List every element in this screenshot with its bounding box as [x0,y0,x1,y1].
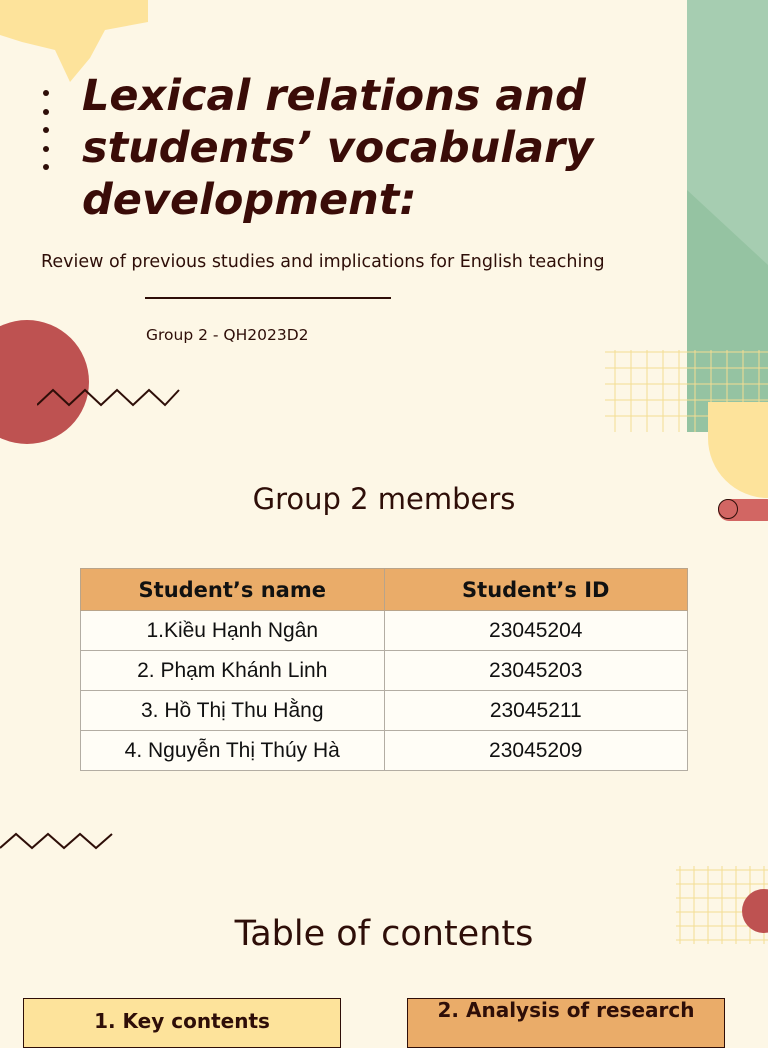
student-name: 3. Hồ Thị Thu Hằng [81,691,385,731]
table-row [81,611,688,651]
student-id: 23045209 [384,731,688,771]
members-heading: Group 2 members [252,482,516,516]
student-name: 2. Phạm Khánh Linh [81,651,385,691]
divider [145,297,391,299]
student-id: 23045203 [384,651,688,691]
table-row [81,651,688,691]
student-id: 23045211 [384,691,688,731]
student-name: 4. Nguyễn Thị Thúy Hà [81,731,385,771]
column-header-id: Student’s ID [384,569,688,611]
toc-item-key-contents[interactable]: 1. Key contents [23,998,341,1048]
red-circle [0,320,89,444]
dot-column [43,90,51,183]
table-header-row [81,569,688,611]
subtitle: Review of previous studies and implications for English teaching [41,252,605,272]
table-row [81,691,688,731]
members-table [80,568,688,771]
group-label: Group 2 - QH2023D2 [146,326,309,344]
table-row [81,731,688,771]
page-title: Lexical relations and students’ vocabulary development: [82,71,594,225]
column-header-name: Student’s name [81,569,385,611]
student-id: 23045204 [384,611,688,651]
toc-item-analysis[interactable]: 2. Analysis of research [407,998,725,1048]
student-name: 1.Kiều Hạnh Ngân [81,611,385,651]
zigzag-line [0,832,114,858]
contents-heading: Table of contents [234,914,534,954]
zigzag-line [37,387,181,413]
